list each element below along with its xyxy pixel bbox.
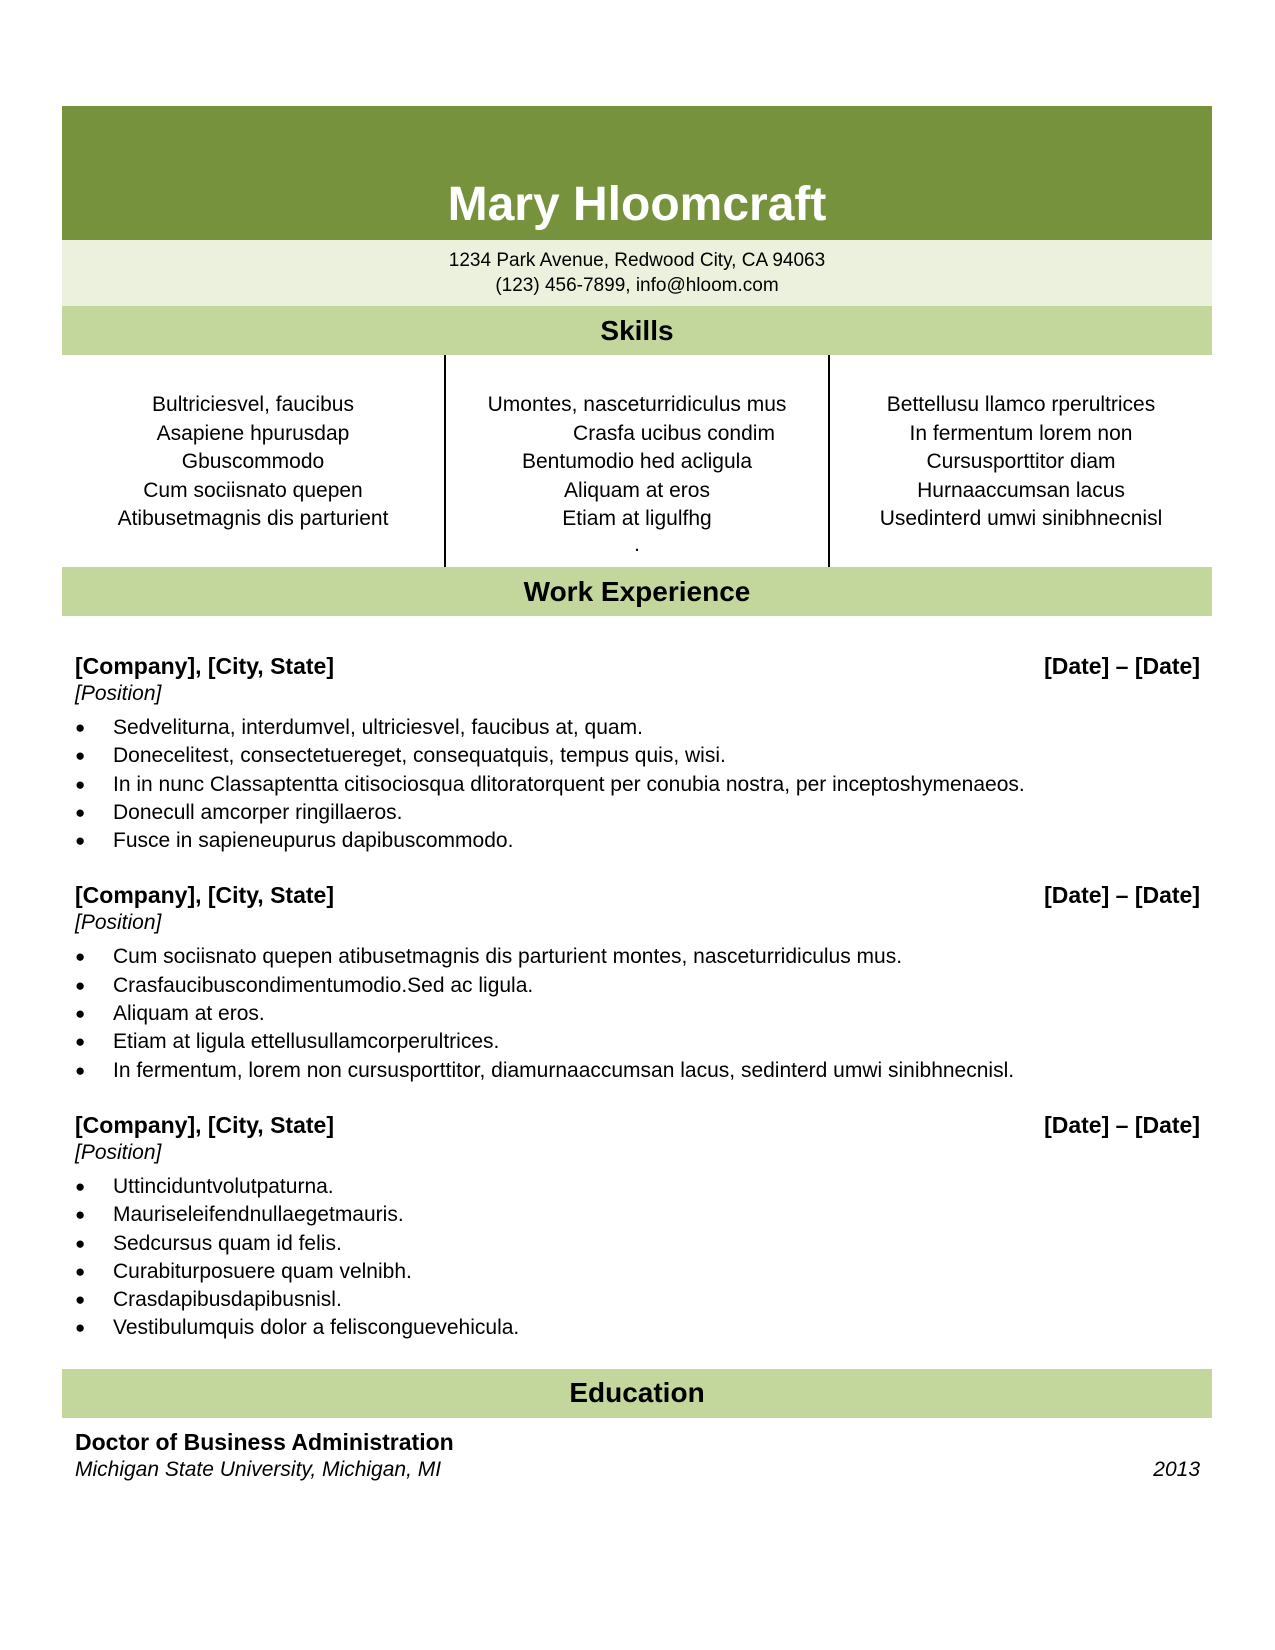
duty-item: ● Mauriseleifendnullaegetmauris.	[75, 1201, 1200, 1229]
job-company: [Company], [City, State]	[75, 882, 334, 909]
job-entry	[75, 652, 1200, 855]
duty-item: ● Etiam at ligula ettellusullamcorperultrices.	[75, 1028, 1200, 1056]
name-banner	[62, 106, 1212, 240]
skills-heading: Skills	[62, 306, 1212, 355]
work-experience-heading: Work Experience	[62, 567, 1212, 616]
duty-item: ● Curabiturposuere quam velnibh.	[75, 1258, 1200, 1286]
graduation-year: 2013	[1153, 1457, 1200, 1481]
skill-item: Bentumodio hed acligula	[522, 450, 752, 473]
duty-item: ● Crasdapibusdapibusnisl.	[75, 1286, 1200, 1314]
job-header	[75, 881, 1200, 909]
candidate-name: Mary Hloomcraft	[447, 178, 827, 231]
skill-item: Atibusetmagnis dis parturient	[117, 507, 389, 530]
skill-item: Umontes, nasceturridiculus mus	[487, 393, 787, 416]
duty-item: ● Uttinciduntvolutpaturna.	[75, 1173, 1200, 1201]
duty-item: ● In in nunc Classaptentta citisociosqua dlitoratorquent per conubia nostra, per inceptoshymenaeos.	[75, 771, 1200, 799]
job-entry	[75, 881, 1200, 1084]
skill-item: Asapiene hpurusdap	[156, 421, 350, 445]
job-position: [Position]	[75, 911, 162, 935]
duty-item: ● Sedcursus quam id felis.	[75, 1230, 1200, 1258]
duty-item: ● Aliquam at eros.	[75, 1000, 1200, 1028]
education-heading: Education	[62, 1369, 1212, 1418]
skills-column-1	[62, 355, 444, 567]
skill-item: Hurnaaccumsan lacus	[917, 478, 1125, 502]
skills-column-2	[444, 355, 828, 567]
job-duties	[75, 943, 1200, 1084]
school-name: Michigan State University, Michigan, MI	[75, 1457, 442, 1481]
job-position: [Position]	[75, 1140, 162, 1164]
duty-item: ● Cum sociisnato quepen atibusetmagnis dis parturient montes, nasceturridiculus mus.	[75, 943, 1200, 971]
duty-item: ● Crasfaucibuscondimentumodio.Sed ac ligula.	[75, 972, 1200, 1000]
skill-item: In fermentum lorem non	[909, 421, 1133, 445]
contact-banner	[62, 240, 1212, 306]
job-company: [Company], [City, State]	[75, 653, 334, 679]
duty-item: ● Vestibulumquis dolor a felisconguevehicula.	[75, 1314, 1200, 1342]
job-duties	[75, 714, 1200, 855]
skill-item: Aliquam at eros	[564, 478, 710, 502]
job-dates: [Date] – [Date]	[1044, 1111, 1200, 1138]
job-entry	[75, 1111, 1200, 1343]
job-company: [Company], [City, State]	[75, 1111, 334, 1138]
job-dates: [Date] – [Date]	[1044, 882, 1200, 909]
skill-item: Crasfa ucibus condim	[573, 421, 775, 445]
duty-item: ● Donecelitest, consectetuereget, consequatquis, tempus quis, wisi.	[75, 742, 1200, 770]
job-position: [Position]	[75, 682, 162, 705]
skills-column-3	[828, 355, 1212, 567]
skill-item: .	[634, 532, 640, 556]
duty-item: ● In fermentum, lorem non cursusporttitor, diamurnaaccumsan lacus, sedinterd umwi sinibhnecnisl.	[75, 1057, 1200, 1085]
job-dates: [Date] – [Date]	[1044, 653, 1200, 679]
skill-item: Bultriciesvel, faucibus	[152, 393, 354, 416]
skill-item: Gbuscommodo	[181, 450, 325, 473]
skills-grid	[62, 355, 1212, 567]
job-header	[75, 1111, 1200, 1139]
education-details	[75, 1456, 1200, 1484]
skill-item: Bettellusu llamco rperultrices	[886, 393, 1156, 416]
duty-item: ● Sedveliturna, interdumvel, ultriciesvel, faucibus at, quam.	[75, 714, 1200, 742]
degree-title: Doctor of Business Administration	[75, 1428, 454, 1455]
duty-item: ● Fusce in sapieneupurus dapibuscommodo.	[75, 827, 1200, 855]
skill-item: Etiam at ligulfhg	[562, 507, 712, 530]
skill-item: Cum sociisnato quepen	[143, 478, 363, 502]
duty-item: ● Donecull amcorper ringillaeros.	[75, 799, 1200, 827]
job-header	[75, 652, 1200, 680]
resume-page	[62, 106, 1212, 1484]
address-line: 1234 Park Avenue, Redwood City, CA 94063	[448, 250, 826, 271]
skill-item: Usedinterd umwi sinibhnecnisl	[879, 507, 1163, 530]
phone-email-line: (123) 456-7899, info@hloom.com	[495, 275, 779, 296]
skill-item: Cursusporttitor diam	[926, 450, 1116, 473]
job-duties	[75, 1173, 1200, 1343]
education-entry	[62, 1418, 1212, 1484]
work-experience-list	[62, 616, 1212, 1343]
